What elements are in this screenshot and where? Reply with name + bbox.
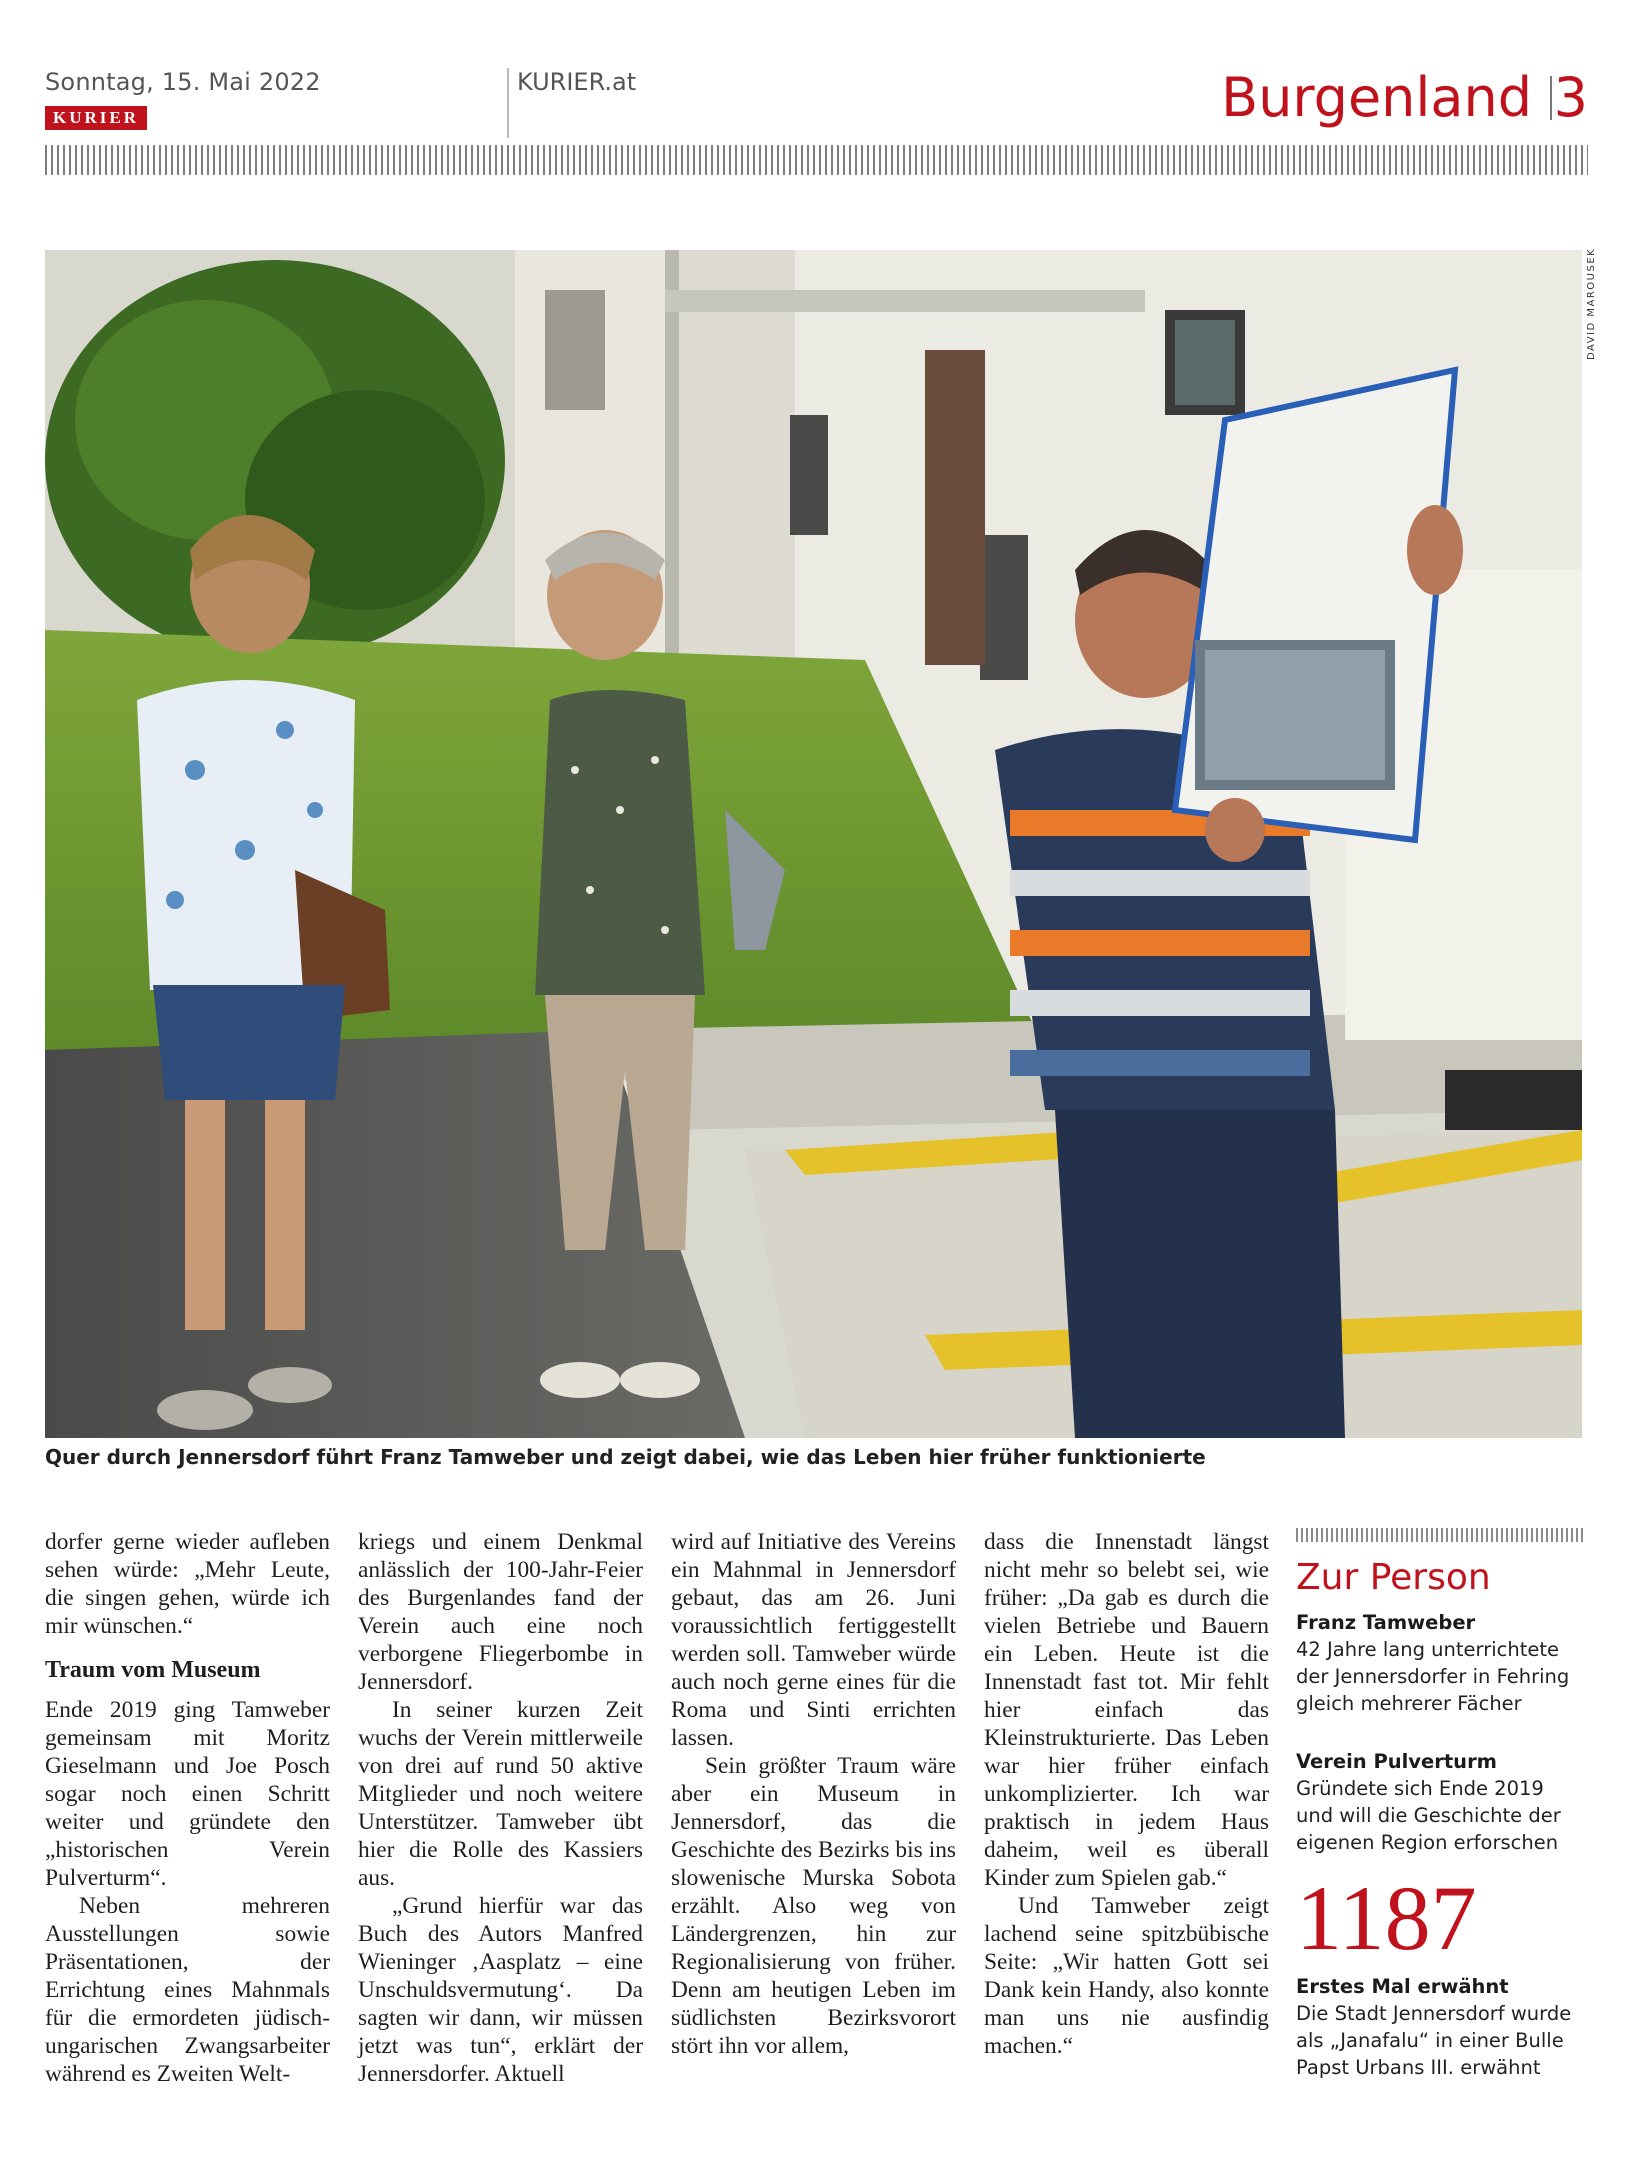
photo-credit: DAVID MAROUSEK [1586, 247, 1597, 360]
paragraph: Ende 2019 ging Tamweber gemeinsam mit Moritz Gieselmann und Joe Posch sogar noch einen Schritt weiter und gründete den „historischen Verein Pulverturm“. [45, 1697, 330, 1891]
fact-box [1296, 1528, 1586, 2081]
paragraph: Und Tamweber zeigt lachend seine spitzbübische Seite: „Wir hatten Gott sei Dank kein Handy, also konnte man uns nie ausfindig machen.“ [984, 1893, 1269, 2059]
article-column-4 [984, 1528, 1269, 2060]
brand-logo: KURIER [45, 106, 147, 130]
paragraph: wird auf Initiative des Vereins ein Mahnmal in Jennersdorf gebaut, das am 26. Juni voraussichtlich fertiggestellt werden soll. Tamweber würde auch noch gerne eines für die Roma und Sinti errichten lassen. [671, 1529, 956, 1751]
masthead [45, 68, 1588, 146]
article-column-1 [45, 1528, 330, 2088]
header-hatch-rule [45, 145, 1588, 175]
paragraph: kriegs und einem Denkmal anlässlich der 100-Jahr-Feier des Burgenlandes fand der Verein auch eine noch verborgene Fliegerbombe in Jennersdorf. [358, 1529, 643, 1695]
paragraph: dass die Innenstadt längst nicht mehr so belebt sei, wie früher: „Da gab es durch die vielen Betriebe und Bauern ein Leben. Heute ist die Innenstadt fast tot. Mir fehlt hier einfach das Kleinstrukturierte. Das Leben war hier früher einfach unkomplizierter. Ich war praktisch in jedem Haus daheim, weil es überall Kinder zum Spielen gab.“ [984, 1529, 1269, 1891]
issue-date: Sonntag, 15. Mai 2022 [45, 68, 321, 96]
website-link[interactable]: KURIER.at [517, 68, 637, 96]
section-separator [1550, 76, 1552, 120]
paragraph: Neben mehreren Ausstellungen sowie Präsentationen, der Errichtung eines Mahnmals für die ermordeten jüdisch-ungarischen Zwangsarbeiter während es Zweiten Welt- [45, 1893, 330, 2087]
page-number: 3 [1553, 66, 1588, 129]
highlight-year: 1187 [1296, 1867, 1477, 1969]
year-heading: Erstes Mal erwähnt [1296, 1975, 1509, 1998]
paragraph: dorfer gerne wieder aufleben sehen würde: „Mehr Leute, die singen gehen, würde ich mir wünschen.“ [45, 1529, 330, 1639]
lead-photo [45, 250, 1582, 1438]
paragraph: In seiner kurzen Zeit wuchs der Verein mittlerweile von drei auf rund 50 aktive Mitglieder und noch weitere Unterstützer. Tamweber übt hier die Rolle des Kassiers aus. [358, 1697, 643, 1891]
article-column-2 [358, 1528, 643, 2088]
year-description: Die Stadt Jennersdorf wurde als „Janafalu“ in einer Bulle Papst Urbans III. erwähnt [1296, 2002, 1572, 2079]
spacer [1296, 1717, 1586, 1739]
header-divider [507, 68, 509, 138]
photo-caption: Quer durch Jennersdorf führt Franz Tamweber und zeigt dabei, wie das Leben hier früher funktionierte [45, 1445, 1206, 1469]
person-name: Franz Tamweber [1296, 1611, 1476, 1634]
article-column-3 [671, 1528, 956, 2060]
club-description: Gründete sich Ende 2019 und will die Geschichte der eigenen Region erforschen [1296, 1777, 1561, 1854]
fact-box-title: Zur Person [1296, 1557, 1491, 1598]
club-name: Verein Pulverturm [1296, 1750, 1497, 1773]
paragraph: Sein größter Traum wäre aber ein Museum in Jennersdorf, das die Geschichte des Bezirks bis ins slowenische Murska Sobota erzählt. Also weg von Ländergrenzen, hin zur Regionalisierung von früher. Denn am heutigen Leben im südlichsten Bezirksvorort stört ihn vor allem, [671, 1753, 956, 2059]
subheading: Traum vom Museum [45, 1657, 261, 1683]
fact-box-rule [1296, 1528, 1586, 1542]
paragraph: „Grund hierfür war das Buch des Autors Manfred Wieninger ‚Aasplatz – eine Unschuldsvermutung‘. Da sagten wir dann, wir müssen jetzt was tun“, erklärt der Jennersdorfer. Aktuell [358, 1893, 643, 2087]
section-title: Burgenland [1221, 66, 1532, 129]
person-description: 42 Jahre lang unterrichtete der Jennersdorfer in Fehring gleich mehrerer Fächer [1296, 1638, 1570, 1715]
